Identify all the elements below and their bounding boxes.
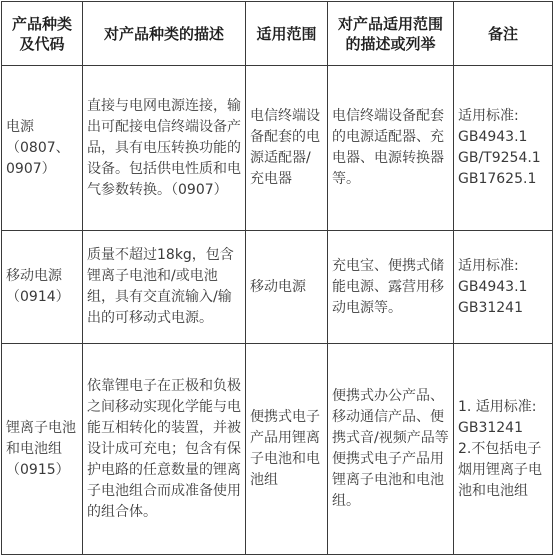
scope-description-cell — [328, 344, 454, 555]
description-cell — [83, 231, 246, 344]
scope-description-cell — [328, 231, 454, 344]
table-row — [2, 231, 553, 344]
note-line: 1. 适用标准: — [458, 398, 537, 415]
note-line: 适用标准: — [458, 257, 519, 274]
category-cell — [2, 66, 83, 231]
note-line: GB4943.1 — [458, 278, 528, 295]
scope-text: 电信终端设备配套的电源适配器/充电器 — [250, 108, 320, 187]
category-code: （0914） — [6, 289, 70, 305]
product-table-container — [1, 1, 552, 554]
category-code: （0807、0907） — [6, 139, 70, 177]
category-description: 直接与电网电源连接，输出可配接电信终端设备产品，具有电压转换功能的设备。包括供电性质和电气参数转换。（0907） — [87, 97, 241, 198]
table-row — [2, 66, 553, 231]
category-name: 移动电源 — [6, 268, 62, 284]
header-scope: 适用范围 — [246, 2, 328, 66]
note-line: GB/T9254.1 — [458, 150, 541, 166]
description-cell — [83, 344, 246, 555]
note-line: GB31241 — [458, 299, 523, 316]
note-line: 2.不包括电子烟用锂离子电池和电池组 — [458, 440, 542, 499]
description-cell — [83, 66, 246, 231]
scope-text: 便携式电子产品用锂离子电池和电池组 — [250, 409, 320, 488]
note-line: GB17625.1 — [458, 171, 537, 187]
category-cell — [2, 231, 83, 344]
scope-text: 移动电源 — [250, 278, 306, 295]
category-cell — [2, 344, 83, 555]
header-scope-description: 对产品适用范围的描述或列举 — [328, 2, 454, 66]
scope-cell — [246, 344, 328, 555]
scope-description: 电信终端设备配套的电源适配器、充电器、电源转换器等。 — [332, 108, 444, 187]
table-header-row — [2, 2, 553, 66]
scope-description: 便携式办公产品、移动通信产品、便携式音/视频产品等便携式电子产品用锂离子电池和电池组。 — [332, 388, 449, 509]
category-code: （0915） — [6, 461, 70, 478]
header-product-category: 产品种类及代码 — [2, 2, 83, 66]
table-row — [2, 344, 553, 555]
notes-cell — [454, 231, 553, 344]
header-notes: 备注 — [454, 2, 553, 66]
note-line: GB31241 — [458, 419, 523, 436]
category-name: 电源 — [6, 118, 34, 135]
note-line: GB4943.1 — [458, 129, 528, 145]
product-category-table — [1, 1, 553, 555]
notes-cell — [454, 344, 553, 555]
category-name: 锂离子电池和电池组 — [6, 419, 76, 457]
scope-cell — [246, 66, 328, 231]
category-description: 依靠锂电子在正极和负极之间移动实现化学能与电能互相转化的装置，并被设计成可充电；包含有保护电路的任意数量的锂离子电池组合而成准备使用的组合体。 — [87, 377, 241, 520]
notes-cell — [454, 66, 553, 231]
scope-cell — [246, 231, 328, 344]
note-line: 适用标准: — [458, 108, 519, 124]
header-category-description: 对产品种类的描述 — [83, 2, 246, 66]
scope-description-cell — [328, 66, 454, 231]
scope-description: 充电宝、便携式储能电源、露营用移动电源等。 — [332, 257, 444, 316]
category-description: 质量不超过18kg，包含锂离子电池和/或电池组，具有交直流输入/输出的可移动式电源。 — [87, 247, 234, 326]
